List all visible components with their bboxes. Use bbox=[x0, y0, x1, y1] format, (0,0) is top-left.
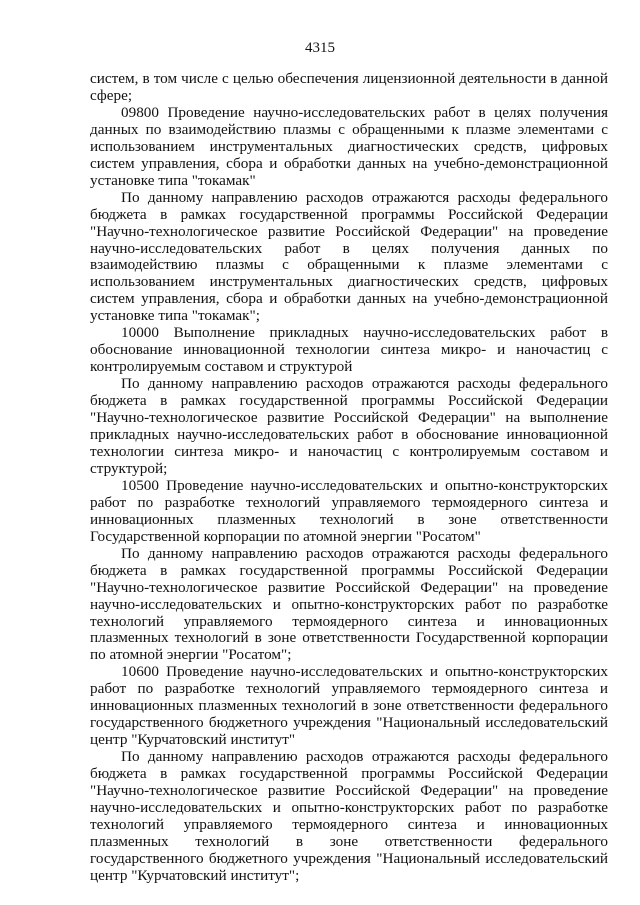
paragraph-code-10600: 10600 Проведение научно-исследовательских и опытно-конструкторских работ по разработке технологий управляемого термоядерного синтеза и инновационных плазменных технологий в зоне ответственности федерального государственного бюджетного учреждения "Национальный исследовательский центр "Курчатовский институт" bbox=[90, 663, 608, 749]
paragraph-code-10000: 10000 Выполнение прикладных научно-исследовательских работ в обоснование инновационной технологии синтеза микро- и наночастиц с контролируемым составом и структурой bbox=[90, 324, 608, 376]
paragraph-continuation: систем, в том числе с целью обеспечения лицензионной деятельности в данной сфере; bbox=[90, 70, 608, 104]
document-body bbox=[90, 71, 608, 885]
page-number: 4315 bbox=[305, 40, 335, 56]
paragraph-description-10000: По данному направлению расходов отражаются расходы федерального бюджета в рамках государственной программы Российской Федерации "Научно-технологическое развитие Российской Федерации" на выполнение прикладных научно-исследовательских работ в обоснование инновационной технологии синтеза микро- и наночастиц с контролируемым составом и структурой; bbox=[90, 375, 608, 477]
paragraph-description-10600: По данному направлению расходов отражаются расходы федерального бюджета в рамках государственной программы Российской Федерации "Научно-технологическое развитие Российской Федерации" на проведение научно-исследовательских и опытно-конструкторских работ по разработке технологий управляемого термоядерного синтеза и инновационных плазменных технологий в зоне ответственности федерального государственного бюджетного учреждения "Национальный исследовательский центр "Курчатовский институт"; bbox=[90, 748, 608, 884]
paragraph-code-09800: 09800 Проведение научно-исследовательских работ в целях получения данных по взаимодействию плазмы с обращенными к плазме элементами с использованием инструментальных диагностических средств, цифровых систем управления, сбора и обработки данных на учебно-демонстрационной установке типа "токамак" bbox=[90, 103, 608, 189]
paragraph-code-10500: 10500 Проведение научно-исследовательских и опытно-конструкторских работ по разработке технологий управляемого термоядерного синтеза и инновационных плазменных технологий в зоне ответственности Государственной корпорации по атомной энергии "Росатом" bbox=[90, 476, 608, 545]
paragraph-description-09800: По данному направлению расходов отражаются расходы федерального бюджета в рамках государственной программы Российской Федерации "Научно-технологическое развитие Российской Федерации" на проведение научно-исследовательских работ в целях получения данных по взаимодействию плазмы с обращенными к плазме элементами с использованием инструментальных диагностических средств, цифровых систем управления, сбора и обработки данных на учебно-демонстрационной установке типа "токамак"; bbox=[90, 188, 608, 325]
paragraph-description-10500: По данному направлению расходов отражаются расходы федерального бюджета в рамках государственной программы Российской Федерации "Научно-технологическое развитие Российской Федерации" на проведение научно-исследовательских и опытно-конструкторских работ по разработке технологий управляемого термоядерного синтеза и инновационных плазменных технологий в зоне ответственности Государственной корпорации по атомной энергии "Росатом"; bbox=[90, 544, 608, 664]
